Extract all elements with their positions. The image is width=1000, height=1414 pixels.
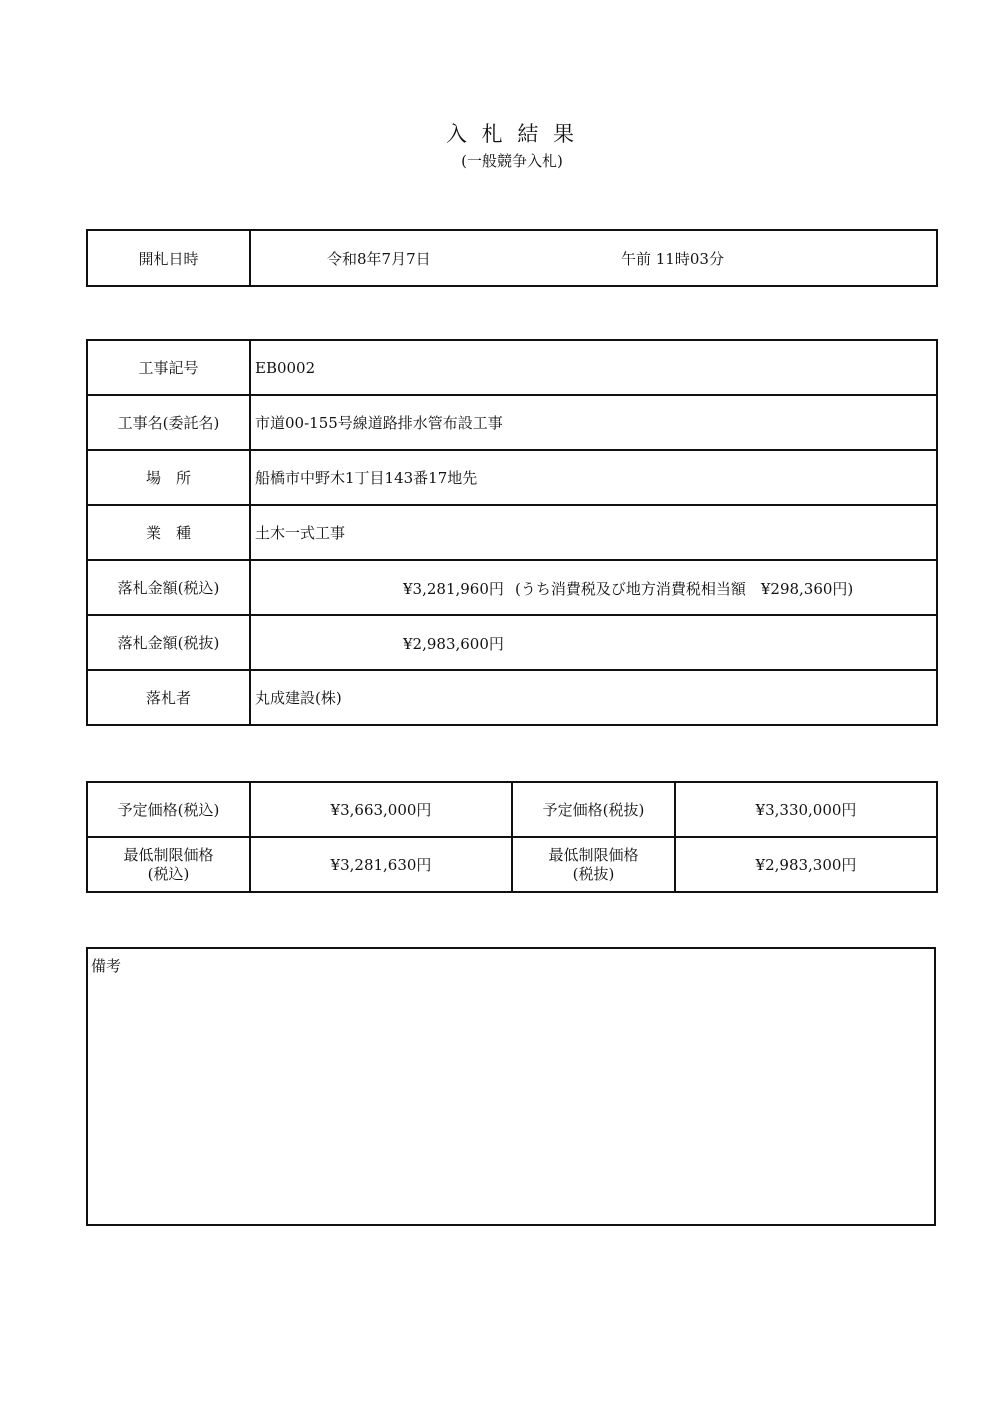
min-price-incl-label-line2: (税込) xyxy=(147,864,190,883)
contract-details-table xyxy=(86,339,938,726)
table-row xyxy=(87,615,937,670)
notes-table xyxy=(86,947,936,1226)
min-price-excl-label xyxy=(512,837,675,892)
table-row xyxy=(87,450,937,505)
location-label: 場 所 xyxy=(87,450,250,505)
table-row xyxy=(87,782,937,837)
table-row xyxy=(87,340,937,395)
opening-table xyxy=(86,229,938,287)
min-price-excl-label-line1: 最低制限価格 xyxy=(548,845,639,864)
notes-label: 備考 xyxy=(91,957,122,975)
opening-time: 午前 11時03分 xyxy=(621,250,724,268)
winner-value: 丸成建設(株) xyxy=(250,670,937,725)
location-value: 船橋市中野木1丁目143番17地先 xyxy=(250,450,937,505)
table-row xyxy=(87,560,937,615)
price-table xyxy=(86,781,938,893)
min-price-excl-value: ¥2,983,300円 xyxy=(675,837,937,892)
business-type-label: 業 種 xyxy=(87,505,250,560)
business-type-value: 土木一式工事 xyxy=(250,505,937,560)
winning-bid-incl-value: ¥3,281,960円 xyxy=(403,580,504,598)
min-price-incl-label xyxy=(87,837,250,892)
winning-bid-incl-label: 落札金額(税込) xyxy=(87,560,250,615)
winning-bid-incl-cell xyxy=(250,560,937,615)
min-price-incl-label-line1: 最低制限価格 xyxy=(123,845,214,864)
table-row xyxy=(87,670,937,725)
page-title: 入 札 結 果 xyxy=(445,122,579,146)
opening-row xyxy=(87,230,937,286)
page-subtitle: (一般競争入札) xyxy=(461,152,563,170)
construction-name-label: 工事名(委託名) xyxy=(87,395,250,450)
winning-bid-excl-value: ¥2,983,600円 xyxy=(403,635,504,653)
winning-bid-tax-note: (うち消費税及び地方消費税相当額 ¥298,360円) xyxy=(515,580,854,598)
winning-bid-excl-cell xyxy=(250,615,937,670)
planned-price-excl-label: 予定価格(税抜) xyxy=(512,782,675,837)
opening-label: 開札日時 xyxy=(87,230,250,286)
opening-value-cell xyxy=(250,230,937,286)
opening-date: 令和8年7月7日 xyxy=(327,250,431,268)
winning-bid-excl-label: 落札金額(税抜) xyxy=(87,615,250,670)
notes-row xyxy=(87,948,935,1225)
notes-cell xyxy=(87,948,935,1225)
winner-label: 落札者 xyxy=(87,670,250,725)
planned-price-excl-value: ¥3,330,000円 xyxy=(675,782,937,837)
planned-price-incl-label: 予定価格(税込) xyxy=(87,782,250,837)
table-row xyxy=(87,395,937,450)
construction-code-label: 工事記号 xyxy=(87,340,250,395)
min-price-excl-label-line2: (税抜) xyxy=(572,864,615,883)
min-price-incl-value: ¥3,281,630円 xyxy=(250,837,512,892)
planned-price-incl-value: ¥3,663,000円 xyxy=(250,782,512,837)
construction-code-value: EB0002 xyxy=(250,340,937,395)
table-row xyxy=(87,837,937,892)
table-row xyxy=(87,505,937,560)
construction-name-value: 市道00-155号線道路排水管布設工事 xyxy=(250,395,937,450)
